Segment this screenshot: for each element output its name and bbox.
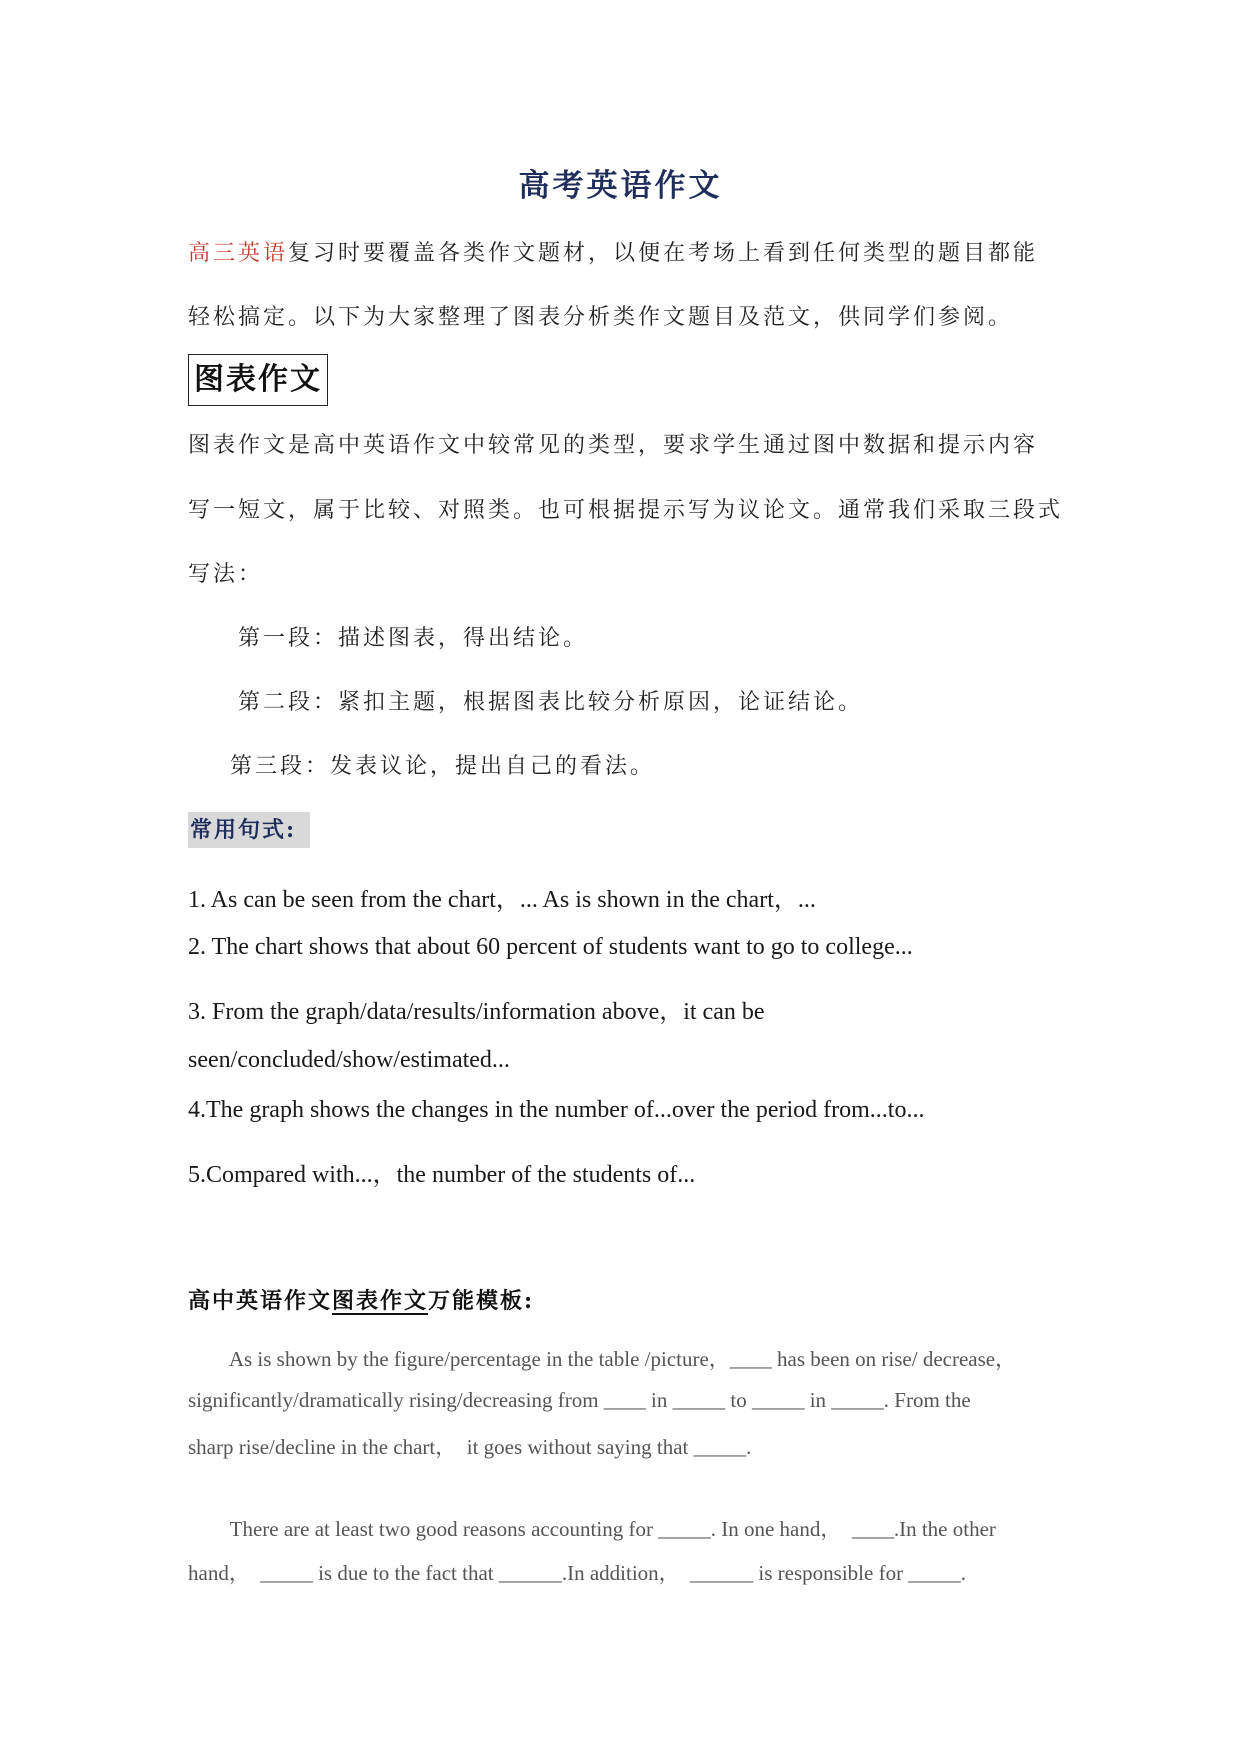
template-line-3: sharp rise/decline in the chart， it goes without saying that _____. xyxy=(188,1435,752,1459)
paragraph-step-2: 第二段：紧扣主题，根据图表比较分析原因，论证结论。 xyxy=(238,690,864,715)
template-line-5: hand， _____ is due to the fact that ______.In addition， ______ is responsible for _____. xyxy=(188,1561,967,1585)
sentence-3: 3. From the graph/data/results/information above，it can be xyxy=(188,999,765,1025)
sentence-2: 2. The chart shows that about 60 percent of students want to go to college... xyxy=(188,934,913,960)
template-heading-suffix: 万能模板: xyxy=(428,1288,535,1314)
section-heading-chart-essay: 图表作文 xyxy=(188,354,328,406)
intro-line-2: 轻松搞定。以下为大家整理了图表分析类作文题目及范文，供同学们参阅。 xyxy=(188,305,1014,330)
template-line-1: As is shown by the figure/percentage in the table /picture，____ has been on rise/ decrease， xyxy=(188,1347,1017,1371)
section-desc-line-3: 写法： xyxy=(188,562,264,587)
template-line-2: significantly/dramatically rising/decreasing from ____ in _____ to _____ in _____. From the xyxy=(188,1388,971,1412)
sentence-4: 4.The graph shows the changes in the number of...over the period from...to... xyxy=(188,1097,925,1123)
intro-line-1-text: 复习时要覆盖各类作文题材，以便在考场上看到任何类型的题目都能 xyxy=(288,241,1039,266)
common-sentences-heading: 常用句式: xyxy=(188,812,310,848)
paragraph-step-3: 第三段：发表议论，提出自己的看法。 xyxy=(230,754,656,779)
intro-highlight-link[interactable]: 高三英语 xyxy=(188,241,289,266)
template-heading-prefix: 高中英语作文 xyxy=(188,1288,333,1314)
sentence-1: 1. As can be seen from the chart，... As is shown in the chart，... xyxy=(188,887,816,913)
intro-line-1 xyxy=(188,236,1058,267)
template-heading xyxy=(188,1284,534,1315)
section-desc-line-2: 写一短文，属于比较、对照类。也可根据提示写为议论文。通常我们采取三段式 xyxy=(188,498,1064,523)
document-title: 高考英语作文 xyxy=(518,168,723,204)
template-line-4: There are at least two good reasons accounting for _____. In one hand， ____.In the other xyxy=(188,1517,996,1541)
section-desc-line-1: 图表作文是高中英语作文中较常见的类型，要求学生通过图中数据和提示内容 xyxy=(188,433,1039,458)
paragraph-step-1: 第一段：描述图表，得出结论。 xyxy=(238,626,589,651)
sentence-3-continued: seen/concluded/show/estimated... xyxy=(188,1047,510,1073)
template-heading-underlined: 图表作文 xyxy=(332,1288,429,1314)
sentence-5: 5.Compared with...，the number of the students of... xyxy=(188,1162,696,1188)
